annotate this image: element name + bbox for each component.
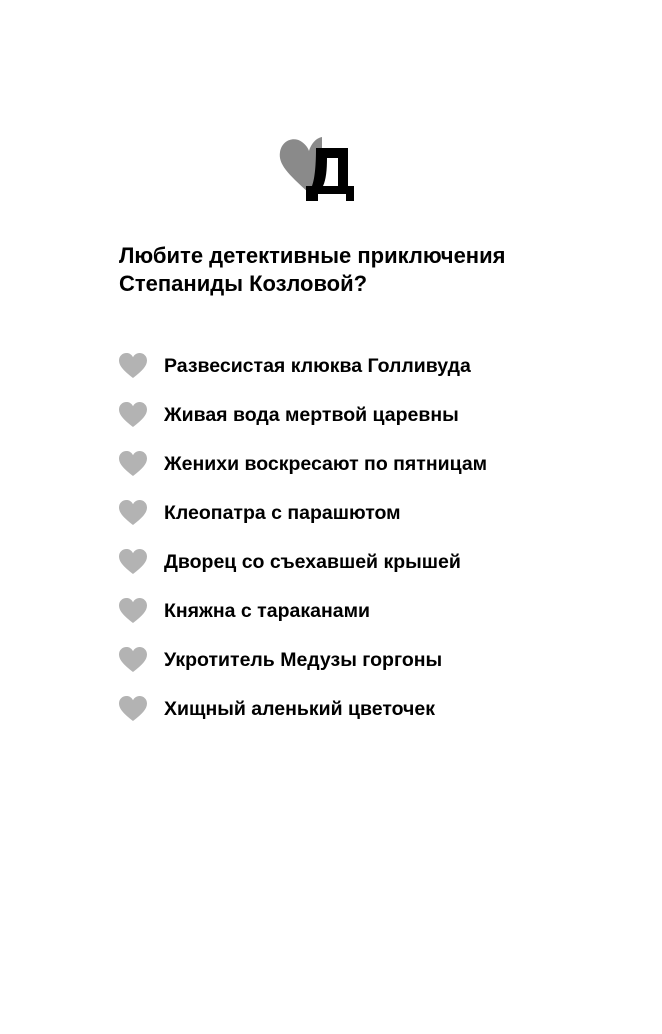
list-item [119,488,487,537]
list-item [119,684,487,733]
book-title: Развесистая клюква Голливуда [164,354,471,377]
list-item [119,586,487,635]
publisher-logo [278,134,358,204]
book-list [119,341,487,733]
book-title: Княжна с тараканами [164,599,370,622]
heart-icon [119,451,147,477]
heart-d-logo-icon [278,134,358,204]
heart-icon [119,402,147,428]
book-title: Живая вода мертвой царевны [164,403,459,426]
book-title: Дворец со съехавшей крышей [164,550,461,573]
list-item [119,341,487,390]
heart-icon [119,598,147,624]
heart-icon [119,696,147,722]
heading-line-2: Степаниды Козловой? [119,271,368,296]
heart-icon [119,647,147,673]
book-title: Клеопатра с парашютом [164,501,401,524]
book-title: Укротитель Медузы горгоны [164,648,443,671]
list-item [119,390,487,439]
list-item [119,537,487,586]
list-item [119,439,487,488]
heading-line-1: Любите детективные приключения [119,243,506,268]
book-title: Женихи воскресают по пятницам [164,452,488,475]
book-title: Хищный аленький цветочек [164,697,435,720]
heart-icon [119,500,147,526]
heart-icon [119,549,147,575]
series-heading [119,242,599,298]
heart-icon [119,353,147,379]
list-item [119,635,487,684]
